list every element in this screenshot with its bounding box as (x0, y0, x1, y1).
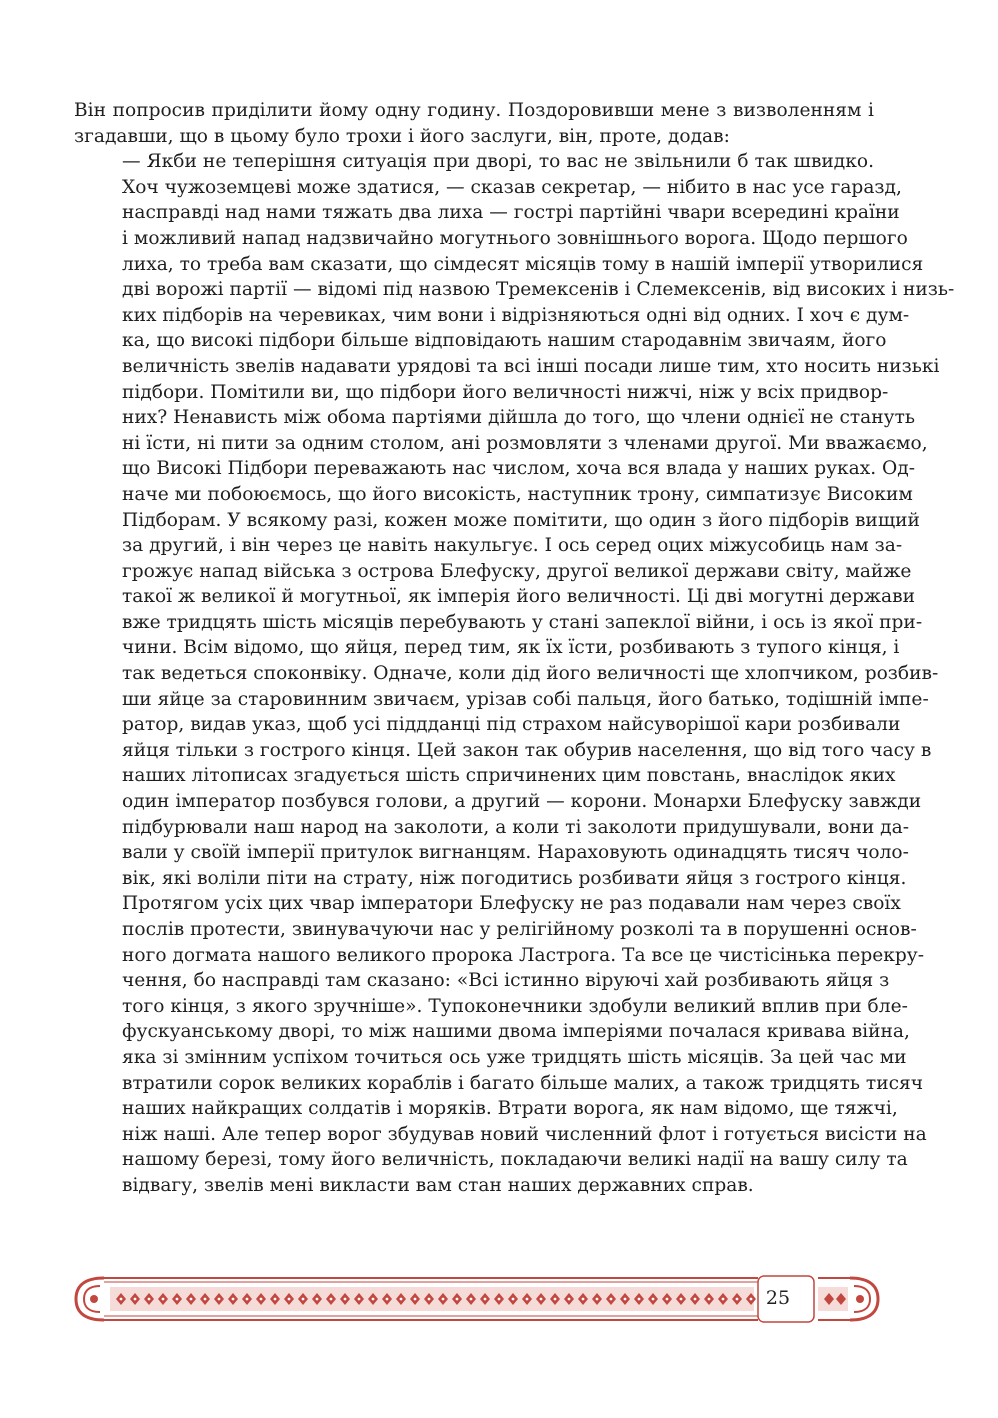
ornament-dot (750, 1298, 753, 1301)
ornament-dot (470, 1298, 473, 1301)
text-line: ного догмата нашого великого пророка Ластрога. Та все це чистісінька перекру- (122, 944, 924, 966)
text-line: такої ж великої й могутньої, як імперія його величності. Ці дві могутні держави (122, 586, 915, 608)
text-line: наче ми побоюємось, що його високість, наступник трону, симпатизує Високим (122, 483, 913, 505)
text-line: що Високі Підбори переважають нас числом, хоча вся влада у наших руках. Од- (122, 458, 916, 480)
body-text (74, 98, 955, 1199)
ornament-dot (456, 1298, 459, 1301)
ornament-dot (526, 1298, 529, 1301)
ornament-dot (596, 1298, 599, 1301)
ornament-dot (484, 1298, 487, 1301)
text-line: нашому березі, тому його величність, покладаючи великі надії на вашу силу та (122, 1149, 908, 1171)
ornament-dot (554, 1298, 557, 1301)
ornament-dot (428, 1298, 431, 1301)
text-line: так ведеться споконвіку. Одначе, коли дід його величності ще хлопчиком, розбив- (122, 663, 939, 685)
ornament-dot (148, 1298, 151, 1301)
text-line: чини. Всім відомо, що яйця, перед тим, як їх їсти, розбивають з тупого кінця, і (122, 637, 900, 659)
text-line: ніж наші. Але тепер ворог збудував новий численний флот і готується висісти на (122, 1123, 927, 1145)
text-line: лиха, то треба вам сказати, що сімдесят місяців тому в нашій імперії утворилися (122, 253, 924, 275)
ornament-dot (610, 1298, 613, 1301)
ornament-dot (218, 1298, 221, 1301)
text-line: за другий, і він через це навіть накульгує. І ось серед оцих міжусобиць нам за- (122, 535, 903, 557)
paragraph (74, 149, 955, 1198)
text-line: дві ворожі партії — відомі під назвою Тремексенів і Слемексенів, від високих і низь- (122, 279, 955, 301)
ornament-dot (176, 1298, 179, 1301)
ornament-dot (736, 1298, 739, 1301)
ornament-dot (260, 1298, 263, 1301)
text-line: ні їсти, ні пити за одним столом, ані розмовляти з членами другої. Ми вважаємо, (122, 432, 928, 454)
text-line: підбори. Помітили ви, що підбори його величності нижчі, ніж у всіх придвор- (122, 381, 889, 403)
ornament-dot (624, 1298, 627, 1301)
text-line: грожує напад війська з острова Блефуску, другої великої держави світу, майже (122, 560, 912, 582)
text-line: вали у своїй імперії притулок вигнанцям. Нараховують одинадцять тисяч чоло- (122, 842, 909, 864)
ornament-dot (372, 1298, 375, 1301)
text-line: і можливий напад надзвичайно могутнього зовнішнього ворога. Щодо першого (122, 227, 908, 249)
ornament-dot (638, 1298, 641, 1301)
text-line: підбурювали наш народ на заколоти, а коли ті заколоти придушували, вони да- (122, 816, 909, 838)
text-line: один імператор позбувся голови, а другий — корони. Монархи Блефуску завжди (122, 791, 922, 813)
ornament-dot (162, 1298, 165, 1301)
ornament-dot (694, 1298, 697, 1301)
ornament-dot (568, 1298, 571, 1301)
text-line: наших літописах згадується шість спричинених цим повстань, внаслідок яких (122, 765, 896, 787)
text-line: фускуанському дворі, то між нашими двома імперіями почалася кривава війна, (122, 1021, 910, 1043)
ornament-dot (316, 1298, 319, 1301)
ornament-dot (414, 1298, 417, 1301)
ornament-dot (512, 1298, 515, 1301)
text-line: яка зі змінним успіхом точиться ось уже тридцять шість місяців. За цей час ми (122, 1046, 907, 1068)
ornament-dot (442, 1298, 445, 1301)
text-line: них? Ненависть між обома партіями дійшла до того, що члени однієї не стануть (122, 407, 915, 429)
ornament-dot (288, 1298, 291, 1301)
ornament-dot (330, 1298, 333, 1301)
ornament-dot (120, 1298, 123, 1301)
text-line: вже тридцять шість місяців перебувають у стані запеклої війни, і ось із якої при- (122, 611, 923, 633)
ornament-dot (652, 1298, 655, 1301)
ornament-dot (232, 1298, 235, 1301)
ornament-dot (190, 1298, 193, 1301)
text-line: ка, що високі підбори більше відповідають нашим стародавнім звичаям, його (122, 330, 887, 352)
ornament-dot (134, 1298, 137, 1301)
text-line: відвагу, звелів мені викласти вам стан наших державних справ. (122, 1174, 754, 1196)
ornament-dot (666, 1298, 669, 1301)
text-line: згадавши, що в цьому було трохи і його заслуги, він, проте, додав: (74, 125, 730, 147)
text-line: наших найкращих солдатів і моряків. Втрати ворога, як нам відомо, ще тяжчі, (122, 1098, 898, 1120)
text-line: — Якби не теперішня ситуація при дворі, то вас не звільнили б так швидко. (122, 151, 874, 173)
text-line: вік, які воліли піти на страту, ніж погодитись розбивати яйця з гострого кінця. (122, 867, 907, 889)
ornament-dot (204, 1298, 207, 1301)
ornament-dot (722, 1298, 725, 1301)
text-line: Хоч чужоземцеві може здатися, — сказав секретар, — нібито в нас усе гаразд, (122, 176, 902, 198)
ornament-dot (358, 1298, 361, 1301)
text-line: Протягом усіх цих чвар імператори Блефуску не раз подавали нам через своїх (122, 893, 901, 915)
text-line: величність звелів надавати урядові та всі інші посади лише тим, хто носить низькі (122, 355, 940, 377)
text-line: того кінця, з якого зручніше». Тупоконечники здобули великий вплив при бле- (122, 995, 908, 1017)
text-line: чення, бо насправді там сказано: «Всі істинно віруючі хай розбивають яйця з (122, 970, 890, 992)
text-line: насправді над нами тяжать два лиха — гострі партійні чвари всередині країни (122, 202, 900, 224)
ornament-dot (386, 1298, 389, 1301)
ornament-dot (246, 1298, 249, 1301)
text-line: ких підборів на черевиках, чим вони і відрізняються одні від одних. І хоч є дум- (122, 304, 910, 326)
ornament-dot (344, 1298, 347, 1301)
paragraph (74, 98, 874, 149)
text-line: Він попросив приділити йому одну годину. Поздоровивши мене з визволенням і (74, 100, 874, 121)
ornament-dot (400, 1298, 403, 1301)
text-line: ратор, видав указ, щоб усі піддданці під страхом найсуворішої кари розбивали (122, 714, 901, 736)
text-line: яйця тільки з гострого кінця. Цей закон так обурив населення, що від того часу в (122, 739, 932, 761)
ornament-dot (274, 1298, 277, 1301)
ornament-dot (708, 1298, 711, 1301)
text-line: Підборам. У всякому разі, кожен може помітити, що один з його підборів вищий (122, 509, 920, 531)
text-line: втратили сорок великих кораблів і багато більше малих, а також тридцять тисяч (122, 1072, 924, 1094)
text-line: ши яйце за старовинним звичаєм, урізав собі пальця, його батько, тодішній імпе- (122, 688, 929, 710)
ornament-dot (302, 1298, 305, 1301)
ornament-dot (498, 1298, 501, 1301)
ornament-dot (582, 1298, 585, 1301)
ornament-dot (540, 1298, 543, 1301)
text-line: послів протести, звинувачуючи нас у релігійному розколі та в порушенні основ- (122, 919, 917, 940)
page-number: 25 (765, 1287, 791, 1309)
ornament-dot (680, 1298, 683, 1301)
